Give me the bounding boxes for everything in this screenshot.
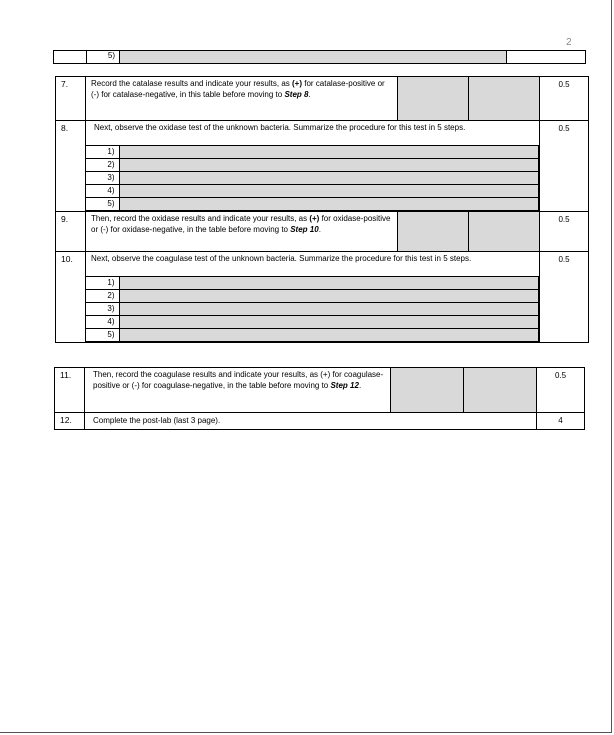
row-7-number: 7. [56, 77, 86, 121]
row-7-result-cell-2[interactable] [469, 77, 540, 121]
row-10-step-2-field[interactable] [119, 290, 539, 303]
row-9-result-cell-1[interactable] [398, 212, 469, 252]
row-11-points: 0.5 [537, 368, 585, 413]
row-8-instruction: Next, observe the oxidase test of the unknown bacteria. Summarize the procedure for this test in 5 steps. [94, 123, 466, 132]
row-11-result-cell-2[interactable] [464, 368, 537, 413]
row-10-instruction: Next, observe the coagulase test of the unknown bacteria. Summarize the procedure for this test in 5 steps. [91, 254, 472, 263]
row-9-result-cell-2[interactable] [469, 212, 540, 252]
row-7-instruction: Record the catalase results and indicate your results, as (+) for catalase-positive or (-) for catalase-negative, in this table before moving to Step 8. [86, 77, 398, 121]
carryover-step-label: 5) [87, 51, 120, 64]
row-8-step-2-field[interactable] [119, 159, 539, 172]
carryover-table [53, 50, 586, 64]
row-12 [55, 413, 585, 430]
row-10-step: 4) [86, 316, 539, 329]
row-8-step-3-field[interactable] [119, 172, 539, 185]
row-9-instruction: Then, record the oxidase results and indicate your results, as (+) for oxidase-positive or (-) for oxidase-negative, in the table before moving to Step 10. [86, 212, 398, 252]
row-8-steps [86, 145, 539, 211]
row-10-points: 0.5 [540, 252, 589, 343]
final-table [54, 367, 585, 430]
row-10-step-5-field[interactable] [119, 329, 539, 342]
row-8-number: 8. [56, 121, 86, 212]
carryover-points-cell [507, 51, 586, 64]
row-8-step-4-field[interactable] [119, 185, 539, 198]
row-8-step: 2) [86, 159, 539, 172]
row-10-step-4-field[interactable] [119, 316, 539, 329]
row-11 [55, 368, 585, 413]
row-12-points: 4 [537, 413, 585, 430]
page-number: 2 [566, 37, 572, 48]
row-8-content [86, 121, 540, 212]
row-10-step: 5) [86, 329, 539, 342]
row-11-result-cell-1[interactable] [391, 368, 464, 413]
row-10-content [86, 252, 540, 343]
row-8-step: 4) [86, 185, 539, 198]
row-9 [56, 212, 589, 252]
row-9-number: 9. [56, 212, 86, 252]
row-10-step: 1) [86, 277, 539, 290]
row-10-step: 3) [86, 303, 539, 316]
carryover-num-cell [54, 51, 87, 64]
row-8-step-1-field[interactable] [119, 146, 539, 159]
row-11-instruction: Then, record the coagulase results and indicate your results, as (+) for coagulase-positive or (-) for coagulase-negative, in the table before moving to Step 12. [85, 368, 391, 413]
row-10-step-3-field[interactable] [119, 303, 539, 316]
row-10-steps [86, 276, 539, 342]
row-8-step: 3) [86, 172, 539, 185]
row-10-step: 2) [86, 290, 539, 303]
row-8-points: 0.5 [540, 121, 589, 212]
procedure-table [55, 76, 589, 343]
carryover-step-field[interactable] [120, 51, 507, 64]
row-8-step: 1) [86, 146, 539, 159]
row-10 [56, 252, 589, 343]
row-12-instruction: Complete the post-lab (last 3 page). [85, 413, 537, 430]
row-7-points: 0.5 [540, 77, 589, 121]
row-9-points: 0.5 [540, 212, 589, 252]
row-8-step-5-field[interactable] [119, 198, 539, 211]
row-11-number: 11. [55, 368, 85, 413]
row-8 [56, 121, 589, 212]
row-7-result-cell-1[interactable] [398, 77, 469, 121]
row-10-step-1-field[interactable] [119, 277, 539, 290]
row-8-step: 5) [86, 198, 539, 211]
row-10-number: 10. [56, 252, 86, 343]
row-12-number: 12. [55, 413, 85, 430]
row-7 [56, 77, 589, 121]
